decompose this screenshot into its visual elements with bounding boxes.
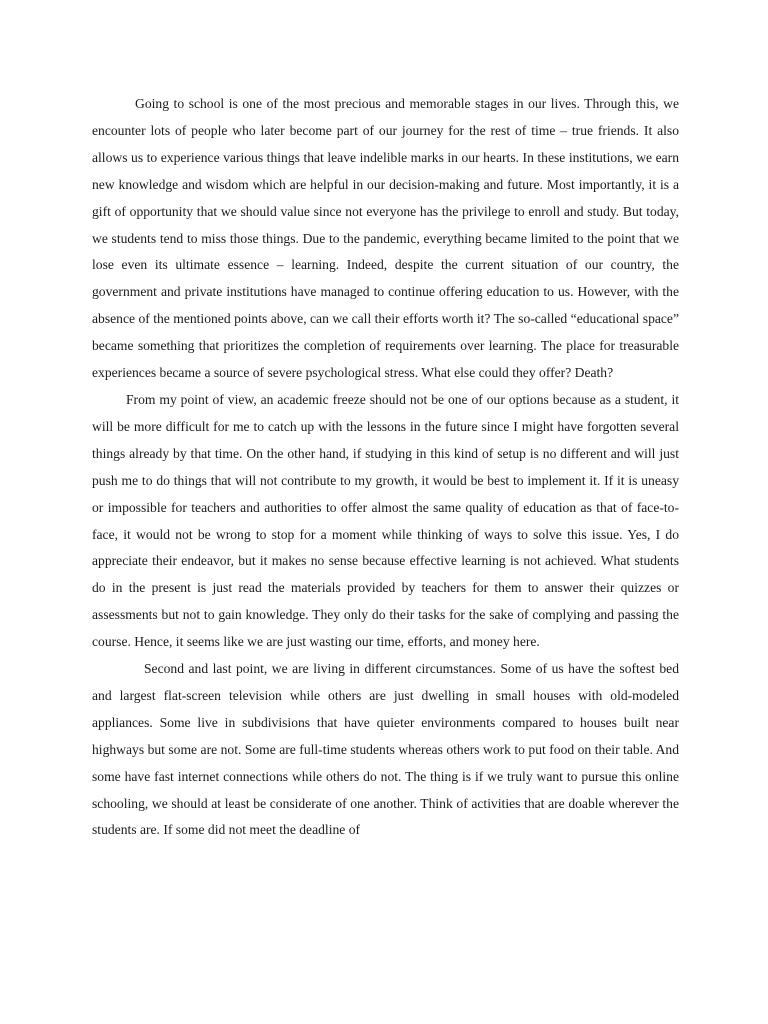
essay-body: [92, 91, 679, 844]
paragraph-academic-freeze: From my point of view, an academic freeze should not be one of our options because as a student, it will be more difficult for me to catch up with the lessons in the future since I might have forgotten several things already by that time. On the other hand, if studying in this kind of setup is no different and will just push me to do things that will not contribute to my growth, it would be best to implement it. If it is uneasy or impossible for teachers and authorities to offer almost the same quality of education as that of face-to-face, it would not be wrong to stop for a moment while thinking of ways to solve this issue. Yes, I do appreciate their endeavor, but it makes no sense because effective learning is not achieved. What students do in the present is just read the materials provided by teachers for them to answer their quizzes or assessments but not to gain knowledge. They only do their tasks for the sake of complying and passing the course. Hence, it seems like we are just wasting our time, efforts, and money here.: [92, 391, 679, 650]
paragraph-school-importance: Going to school is one of the most precious and memorable stages in our lives. Through this, we encounter lots of people who later become part of our journey for the rest of time – true friends. It also allows us to experience various things that leave indelible marks in our hearts. In these institutions, we earn new knowledge and wisdom which are helpful in our decision-making and future. Most importantly, it is a gift of opportunity that we should value since not everyone has the privilege to enroll and study. But today, we students tend to miss those things. Due to the pandemic, everything became limited to the point that we lose even its ultimate essence – learning. Indeed, despite the current situation of our country, the government and private institutions have managed to continue offering education to us. However, with the absence of the mentioned points above, can we call their efforts worth it? The so-called “educational space” became something that prioritizes the completion of requirements over learning. The place for treasurable experiences became a source of severe psychological stress. What else could they offer? Death?: [92, 96, 679, 381]
paragraph-different-circumstances: Second and last point, we are living in different circumstances. Some of us have the softest bed and largest flat-screen television while others are just dwelling in small houses with old-modeled appliances. Some live in subdivisions that have quieter environments compared to houses built near highways but some are not. Some are full-time students whereas others work to put food on their table. And some have fast internet connections while others do not. The thing is if we truly want to pursue this online schooling, we should at least be considerate of one another. Think of activities that are doable wherever the students are. If some did not meet the deadline of: [92, 661, 679, 838]
